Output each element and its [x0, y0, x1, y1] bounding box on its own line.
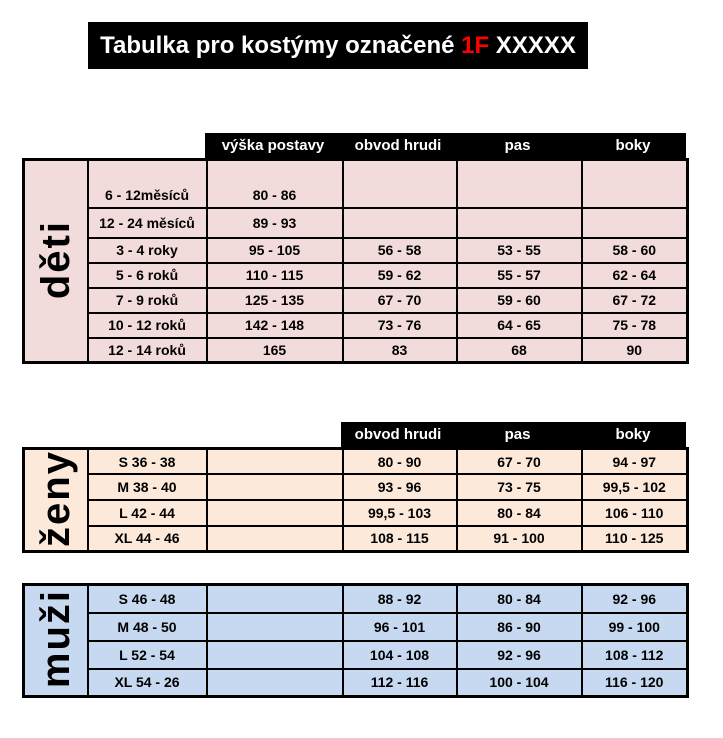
hips-cell: 99,5 - 102 — [582, 474, 688, 500]
waist-cell: 73 - 75 — [457, 474, 582, 500]
chest-cell: 93 - 96 — [343, 474, 457, 500]
waist-cell: 100 - 104 — [457, 669, 582, 697]
column-header-waist: pas — [504, 137, 531, 154]
height-cell: 110 - 115 — [207, 263, 343, 288]
table-row — [24, 474, 688, 500]
women-size-table — [22, 447, 689, 553]
hips-cell — [582, 208, 688, 238]
column-header-hips: boky — [615, 426, 651, 443]
chest-cell — [343, 208, 457, 238]
hips-cell — [582, 160, 688, 208]
men-size-table — [22, 583, 689, 698]
height-cell — [207, 449, 343, 475]
age-cell: 6 - 12měsíců — [88, 160, 207, 208]
chest-cell: 56 - 58 — [343, 238, 457, 263]
table-row — [24, 208, 688, 238]
group-label-text: muži — [33, 589, 78, 689]
hips-cell: 62 - 64 — [582, 263, 688, 288]
age-cell: 12 - 14 roků — [88, 338, 207, 363]
table-row — [24, 613, 688, 641]
hips-cell: 99 - 100 — [582, 613, 688, 641]
height-cell: 142 - 148 — [207, 313, 343, 338]
table-row — [24, 669, 688, 697]
hips-cell: 108 - 112 — [582, 641, 688, 669]
size-cell: L 52 - 54 — [88, 641, 207, 669]
column-header-height: výška postavy — [221, 137, 325, 154]
hips-cell: 75 - 78 — [582, 313, 688, 338]
hips-cell: 90 — [582, 338, 688, 363]
height-cell: 95 - 105 — [207, 238, 343, 263]
table-row — [24, 160, 688, 208]
height-cell — [207, 613, 343, 641]
waist-cell: 86 - 90 — [457, 613, 582, 641]
size-cell: L 42 - 44 — [88, 500, 207, 526]
chest-cell: 73 - 76 — [343, 313, 457, 338]
waist-cell: 67 - 70 — [457, 449, 582, 475]
chest-cell: 99,5 - 103 — [343, 500, 457, 526]
age-cell: 3 - 4 roky — [88, 238, 207, 263]
hips-cell: 110 - 125 — [582, 526, 688, 552]
waist-cell — [457, 160, 582, 208]
title-prefix: Tabulka pro kostýmy označené — [100, 31, 462, 59]
column-header-chest: obvod hrudi — [354, 426, 442, 443]
height-cell: 89 - 93 — [207, 208, 343, 238]
hips-cell: 94 - 97 — [582, 449, 688, 475]
waist-cell: 68 — [457, 338, 582, 363]
height-cell — [207, 641, 343, 669]
waist-cell: 80 - 84 — [457, 500, 582, 526]
waist-cell: 53 - 55 — [457, 238, 582, 263]
hips-cell: 106 - 110 — [582, 500, 688, 526]
hips-cell: 67 - 72 — [582, 288, 688, 313]
size-cell: S 46 - 48 — [88, 585, 207, 613]
table-row — [24, 641, 688, 669]
chest-cell: 83 — [343, 338, 457, 363]
children-header-bar — [205, 133, 686, 158]
size-cell: M 38 - 40 — [88, 474, 207, 500]
waist-cell: 64 - 65 — [457, 313, 582, 338]
height-cell — [207, 669, 343, 697]
title-text — [100, 32, 576, 60]
hips-cell: 58 - 60 — [582, 238, 688, 263]
column-header-waist: pas — [504, 426, 531, 443]
group-label-children — [24, 160, 88, 363]
chest-cell: 59 - 62 — [343, 263, 457, 288]
height-cell: 125 - 135 — [207, 288, 343, 313]
height-cell — [207, 500, 343, 526]
table-row — [24, 313, 688, 338]
chest-cell: 104 - 108 — [343, 641, 457, 669]
title-bar — [88, 22, 588, 69]
chest-cell: 112 - 116 — [343, 669, 457, 697]
chest-cell — [343, 160, 457, 208]
chest-cell: 67 - 70 — [343, 288, 457, 313]
women-header-bar — [341, 422, 686, 447]
size-cell: XL 44 - 46 — [88, 526, 207, 552]
children-size-table — [22, 158, 689, 364]
table-row — [24, 238, 688, 263]
height-cell: 165 — [207, 338, 343, 363]
waist-cell: 92 - 96 — [457, 641, 582, 669]
size-cell: XL 54 - 26 — [88, 669, 207, 697]
title-suffix: XXXXX — [489, 31, 576, 59]
title-code-highlight: 1F — [461, 31, 490, 59]
height-cell: 80 - 86 — [207, 160, 343, 208]
chest-cell: 96 - 101 — [343, 613, 457, 641]
waist-cell: 80 - 84 — [457, 585, 582, 613]
waist-cell: 55 - 57 — [457, 263, 582, 288]
table-row — [24, 585, 688, 613]
age-cell: 5 - 6 roků — [88, 263, 207, 288]
height-cell — [207, 585, 343, 613]
age-cell: 12 - 24 měsíců — [88, 208, 207, 238]
size-cell: S 36 - 38 — [88, 449, 207, 475]
hips-cell: 116 - 120 — [582, 669, 688, 697]
table-row — [24, 500, 688, 526]
chest-cell: 108 - 115 — [343, 526, 457, 552]
group-label-text: děti — [33, 219, 78, 300]
table-row — [24, 288, 688, 313]
group-label-text: ženy — [33, 450, 78, 547]
table-row — [24, 263, 688, 288]
chest-cell: 88 - 92 — [343, 585, 457, 613]
column-header-hips: boky — [615, 137, 651, 154]
table-row — [24, 526, 688, 552]
height-cell — [207, 526, 343, 552]
table-row — [24, 449, 688, 475]
hips-cell: 92 - 96 — [582, 585, 688, 613]
age-cell: 7 - 9 roků — [88, 288, 207, 313]
group-label-women — [24, 449, 88, 552]
waist-cell — [457, 208, 582, 238]
table-row — [24, 338, 688, 363]
waist-cell: 91 - 100 — [457, 526, 582, 552]
column-header-chest: obvod hrudi — [354, 137, 442, 154]
height-cell — [207, 474, 343, 500]
waist-cell: 59 - 60 — [457, 288, 582, 313]
size-cell: M 48 - 50 — [88, 613, 207, 641]
age-cell: 10 - 12 roků — [88, 313, 207, 338]
chest-cell: 80 - 90 — [343, 449, 457, 475]
group-label-men — [24, 585, 88, 697]
